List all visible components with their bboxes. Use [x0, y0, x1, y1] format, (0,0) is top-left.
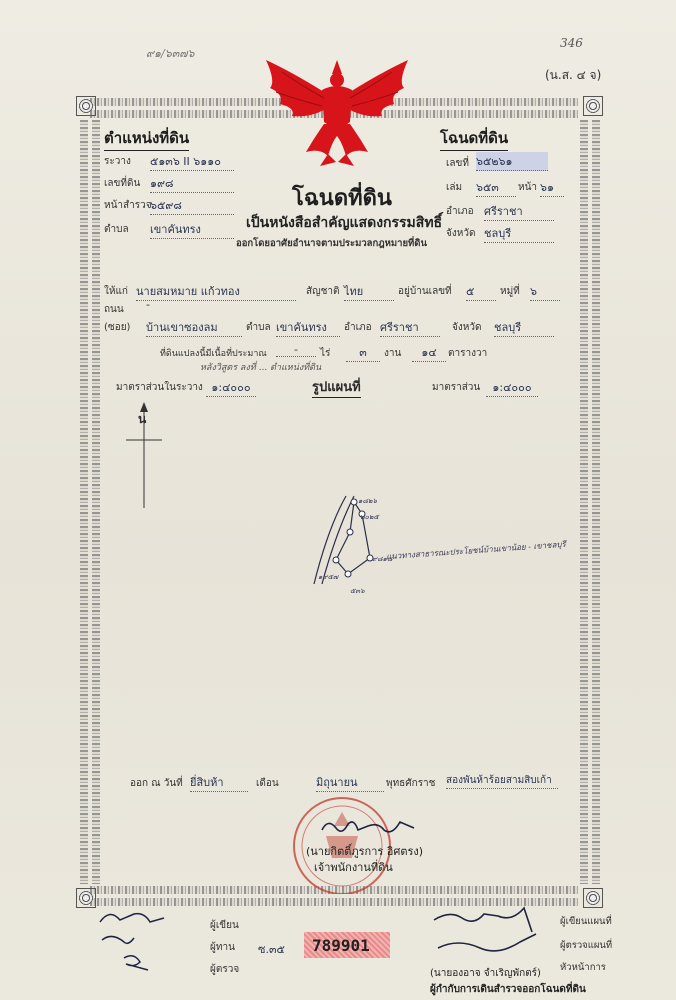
area-label: ที่ดินแปลงนี้มีเนื้อที่ประมาณ — [160, 349, 267, 359]
map-marker-label: ๕๓๖ — [350, 587, 365, 595]
wa-label: ตารางวา — [448, 348, 488, 359]
province-label: จังหวัด — [452, 322, 482, 333]
border-right-2 — [592, 120, 600, 884]
form-code: (น.ส. ๔ จ) — [545, 68, 602, 82]
map-title: รูปแผนที่ — [312, 376, 361, 398]
field-label: หน้า — [518, 182, 538, 193]
nationality-value: ไทย — [344, 282, 394, 301]
scale-right-value: ๑:๔๐๐๐ — [486, 378, 538, 397]
corner-number: 346 — [560, 36, 583, 50]
wa-value: ๑๔ — [412, 343, 446, 362]
soi-label: (ซอย) — [104, 322, 131, 333]
official-seal-icon — [278, 788, 406, 894]
garuda-emblem-icon — [262, 52, 412, 168]
writer-label: ผู้เขียน — [210, 920, 239, 931]
map-marker-label: ๑๙๕๗ — [318, 573, 339, 581]
rai-label: ไร่ — [320, 348, 331, 359]
corner-ornament-icon — [76, 96, 96, 116]
border-left-2 — [92, 120, 100, 884]
field-label: เลขที่ดิน — [104, 178, 141, 189]
map-marker-label: ๒๐๒๕ — [360, 513, 379, 521]
officer-title: เจ้าพนักงานที่ดิน — [314, 861, 393, 874]
land-location-header: ตำแหน่งที่ดิน — [104, 126, 189, 151]
corner-ornament-icon — [583, 888, 603, 908]
road-label: ถนน — [104, 304, 124, 315]
province-value: ชลบุรี — [494, 318, 554, 337]
deed-header: โฉนดที่ดิน — [440, 126, 508, 151]
owner-label: ให้แก่ — [104, 286, 128, 297]
handwritten-note: ๙๑/๖๓๗๖ — [146, 47, 195, 60]
tambon-label: ตำบล — [246, 322, 271, 333]
field-value: ๖๕๒๖๑ — [476, 152, 548, 171]
officer-name: (นายกิตติ์ภูรการ อิศตรง) — [306, 845, 424, 858]
tambon-value: เขาคันทรง — [276, 318, 340, 337]
deed-title: โฉนดที่ดิน — [292, 185, 392, 211]
serial-number: 789901 — [312, 936, 370, 955]
road-value: - — [146, 298, 150, 311]
map-marker-label: ๑๘๒๖ — [358, 497, 377, 505]
chief-label: หัวหน้าการ — [560, 962, 606, 973]
field-label: อำเภอ — [446, 206, 474, 217]
field-label: ตำบล — [104, 224, 129, 235]
reviewer-label: ผู้ทาน — [210, 942, 235, 953]
owner-name: นายสมหมาย แก้วทอง — [136, 282, 296, 301]
field-value: ๑๙๘ — [150, 174, 234, 193]
scale-left-value: ๑:๔๐๐๐ — [206, 378, 256, 397]
officer-signature-icon — [318, 814, 418, 838]
field-label: จังหวัด — [446, 228, 476, 239]
moo-label: หมู่ที่ — [500, 286, 520, 297]
issue-year: สองพันห้าร้อยสามสิบเก้า — [446, 773, 558, 789]
corner-ornament-icon — [76, 888, 96, 908]
map-writer-label: ผู้เขียนแผนที่ — [560, 916, 612, 927]
clerk-signatures-icon — [94, 904, 190, 984]
field-value: ๖๕๙๘ — [150, 196, 234, 215]
ngan-value: ๓ — [346, 343, 380, 362]
map-road-note: แนวทางสาธารณะประโยชน์บ้านเขาน้อย - เขาชลบุรี — [385, 539, 567, 562]
north-label: น — [138, 412, 147, 426]
field-value: เขาคันทรง — [150, 220, 234, 239]
field-label: ระวาง — [104, 156, 131, 167]
moo-value: ๖ — [530, 282, 560, 301]
house-no-value: ๕ — [466, 282, 496, 301]
field-value: ๕๑๓๖ II ๖๑๑๐ — [150, 152, 234, 171]
deed-subtitle: เป็นหนังสือสำคัญแสดงกรรมสิทธิ์ — [246, 215, 443, 231]
surveyor-signatures-icon — [428, 904, 558, 966]
field-value: ๖๑ — [540, 178, 564, 197]
field-value: ๖๕๓ — [476, 178, 516, 197]
field-label: เล่ม — [446, 182, 463, 193]
serial-prefix: ซ.๓๕ — [258, 943, 285, 956]
ngan-label: งาน — [384, 348, 402, 359]
corner-ornament-icon — [583, 96, 603, 116]
month-label: เดือน — [256, 778, 279, 789]
border-left — [80, 120, 88, 884]
map-marker-label: ๙๘๑๘ — [372, 555, 393, 563]
field-value: ศรีราชา — [484, 202, 554, 221]
field-label: เลขที่ — [446, 158, 469, 169]
chief-title: ผู้กำกับการเดินสำรวจออกโฉนดที่ดิน — [430, 984, 586, 995]
deed-authority: ออกโดยอาศัยอำนาจตามประมวลกฎหมายที่ดิน — [236, 238, 427, 249]
border-right — [580, 120, 588, 884]
house-no-label: อยู่บ้านเลขที่ — [398, 286, 452, 297]
soi-value: บ้านเขาซองลม — [146, 318, 242, 337]
chief-name: (นายองอาจ จำเริญพักตร์) — [430, 968, 541, 979]
year-label: พุทธศักราช — [386, 778, 436, 789]
issue-label: ออก ณ วันที่ — [130, 778, 183, 789]
amphoe-value: ศรีราชา — [380, 318, 440, 337]
issue-month: มิถุนายน — [316, 773, 384, 792]
scale-left-label: มาตราส่วนในระวาง — [116, 382, 203, 393]
area-note: หลังวิสูตร ลงที่ ... ตำแหน่งที่ดิน — [200, 363, 322, 373]
nationality-label: สัญชาติ — [306, 286, 340, 297]
scale-right-label: มาตราส่วน — [432, 382, 481, 393]
issue-day: ยี่สิบห้า — [190, 773, 248, 792]
rai-value: - — [276, 343, 316, 357]
map-checker-label: ผู้ตรวจแผนที่ — [560, 940, 613, 951]
field-value: ชลบุรี — [484, 224, 554, 243]
checker-label: ผู้ตรวจ — [210, 964, 240, 975]
amphoe-label: อำเภอ — [344, 322, 372, 333]
field-label: หน้าสำรวจ — [104, 200, 152, 211]
